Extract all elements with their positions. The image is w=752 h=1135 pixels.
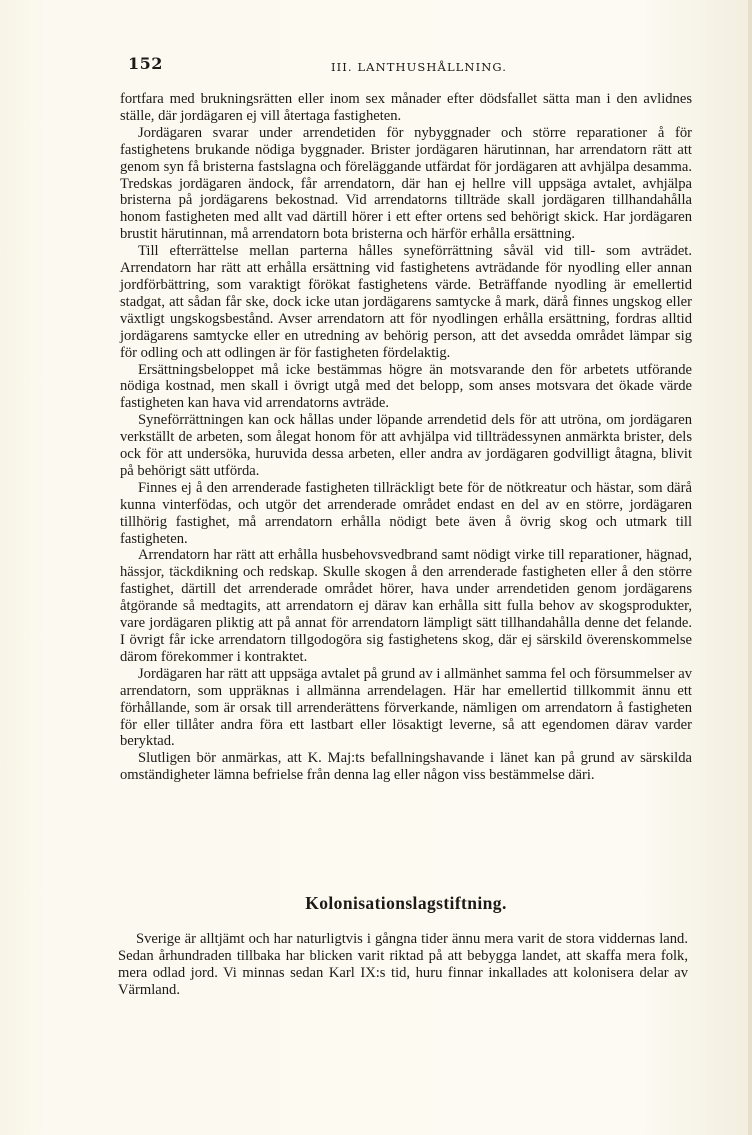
paragraph: Syneförrättningen kan ock hållas under löpande arrendetid dels för att utröna, om jordägaren verkställt de arbeten, som ålegat honom för att avhjälpa vid tillträdessynen anmärkta brister, dels ock för att undersöka, huruvida dessa arbeten, eller andra av jordägaren godvilligt åtagna, blivit på behörigt sätt utförda. [120, 412, 692, 479]
body-text [120, 91, 692, 784]
running-head: III. LANTHUSHÅLLNING. [331, 60, 508, 74]
page-header [126, 54, 690, 76]
paragraph: Till efterrättelse mellan parterna hålles syneförrättning såväl vid till- som avträdet. Arrendatorn har rätt att erhålla ersättning vid fastighetens avträdande för nyodling eller annan jordförbättring, som varaktigt förökat fastighetens värde. Beträffande nyodling är emellertid stadgat, att sådan får ske, dock icke utan jordägarens samtycke å mark, därå finnes ungskog eller växtligt ungskogsbestånd. Avser arrendatorn att för nyodlingen erhålla ersättning, fordras alltid jordägarens samtycke eller en utredning av behörig person, att det avsedda området lämpar sig för odling och att odlingen är för fastigheten fördelaktig. [120, 243, 692, 361]
page-number: 152 [128, 54, 163, 73]
paragraph: Jordägaren har rätt att uppsäga avtalet på grund av i allmänhet samma fel och försummelser av arrendatorn, som uppräknas i allmänna arrendelagen. Här har emellertid tillkommit ännu ett förhållande, som är orsak till arrenderättens förverkande, nämligen om arrendatorn å fastigheten för eller tillåter andra föra ett lastbart eller lösaktigt leverne, så att egendomen därav varder beryktad. [120, 665, 692, 750]
section-title: Kolonisationslagstiftning. [305, 893, 507, 913]
paragraph: Arrendatorn har rätt att erhålla husbehovsvedbrand samt nödigt virke till reparationer, hägnad, hässjor, täckdikning och redskap. Skulle skogen å den arrenderade fastigheten eller å den större fastighet, därtill det arrenderade området hörer, hava under arrendetiden genom jordägarens åtgörande så medtagits, att arrendatorn ej därav kan erhålla sitt fulla behov av skogsprodukter, vare jordägaren pliktig att på annat för arrendatorn lämpligt sätt tillhandahålla denne det felande. I övrigt får icke arrendatorn tillgodogöra sig fastighetens skog, där ej särskild överenskommelse därom förekommer i kontraktet. [120, 547, 692, 665]
section-text [118, 931, 688, 999]
paragraph: Slutligen bör anmärkas, att K. Maj:ts befallningshavande i länet kan på grund av särskilda omständigheter lämna befrielse från denna lag eller någon viss bestämmelse däri. [120, 750, 692, 784]
paragraph: Jordägaren svarar under arrendetiden för nybyggnader och större reparationer å för fastighetens brukande nödiga byggnader. Brister jordägaren härutinnan, har arrendatorn rätt att genom syn få bristerna fastslagna och föreläggande utfärdat för jordägaren att avhjälpa desamma. Tredskas jordägaren ändock, får arrendatorn, där han ej hellre vill uppsäga avtalet, avhjälpa bristerna på jordägarens bekostnad. Vid arrendatorns tillträde skall jordägaren tillhandahålla honom fastigheten med allt vad därtill hörer i ett efter ortens sed behörigt skick. Har jordägaren brustit härutinnan, må arrendatorn bota bristerna och härför erhålla ersättning. [120, 124, 692, 243]
paragraph: fortfara med brukningsrätten eller inom sex månader efter dödsfallet sätta man i den avlidnes ställe, där jordägaren ej vill återtaga fastigheten. [120, 91, 692, 124]
paragraph: Ersättningsbeloppet må icke bestämmas högre än motsvarande den för arbetets utförande nödiga kostnad, men skall i övrigt utgå med det belopp, som anses motsvara det ökade värde fastigheten kan hava vid arrendatorns avträde. [120, 361, 692, 412]
page-edge [748, 0, 752, 1135]
paragraph: Sverige är alltjämt och har naturligtvis i gångna tider ännu mera varit de stora viddernas land. Sedan århundraden tillbaka har blicken varit riktad på att bebygga landet, att skaffa mera folk, mera odlad jord. Vi minnas sedan Karl IX:s tid, huru finnar inkallades att kolonisera delar av Värmland. [118, 931, 688, 998]
paragraph: Finnes ej å den arrenderade fastigheten tillräckligt bete för de nötkreatur och hästar, som därå kunna vinterfödas, och utgör det arrenderade området endast en del av en större, jordägaren tillhörig fastighet, må arrendatorn erhålla nödigt bete även å övrig skog och utmark till fastigheten. [120, 479, 692, 547]
